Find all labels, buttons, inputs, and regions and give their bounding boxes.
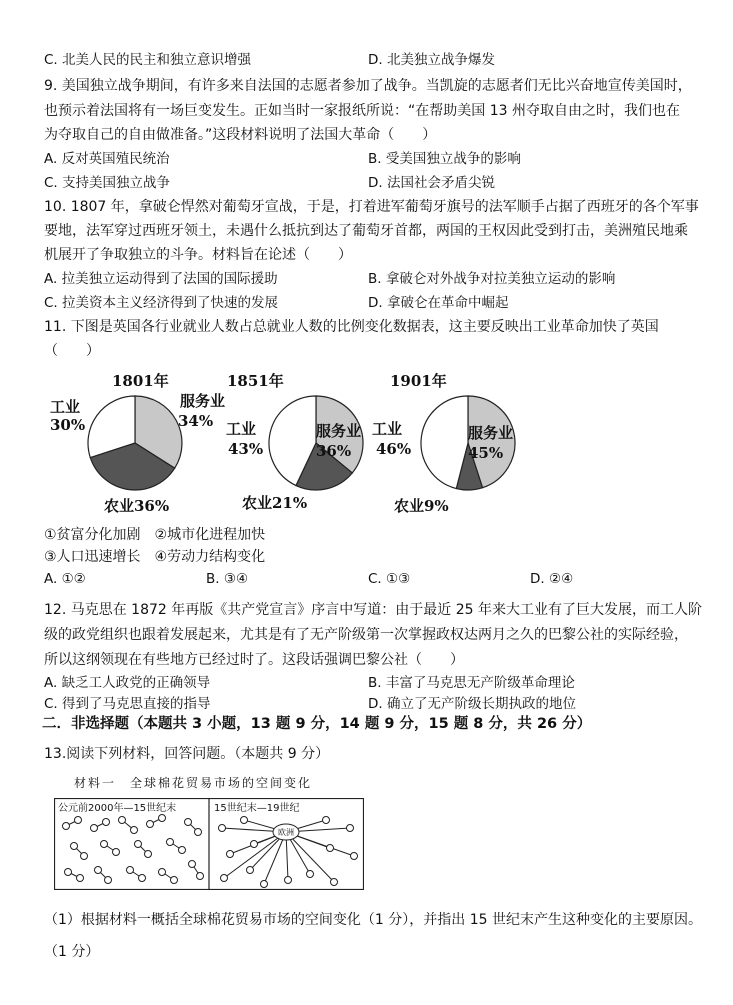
q9-option-c: C. 支持美国独立战争 bbox=[44, 175, 171, 191]
section-2-heading: 二．非选择题（本题共 3 小题，13 题 9 分，14 题 9 分，15 题 8 分，共 26 分） bbox=[42, 716, 592, 732]
pie-1801 bbox=[88, 396, 182, 490]
q13-part1-line2: （1 分） bbox=[44, 944, 100, 960]
q12-option-a: A. 缺乏工人政党的正确领导 bbox=[44, 675, 211, 691]
q12-stem-1: 12. 马克思在 1872 年再版《共产党宣言》序言中写道：由于最近 25 年来大工业有了巨大发展，而工人阶 bbox=[44, 602, 702, 618]
pie-1801-value-industry: 30% bbox=[50, 416, 86, 434]
q12-option-d: D. 确立了无产阶级长期执政的地位 bbox=[368, 696, 576, 712]
q11-stem-2: （ ） bbox=[44, 343, 100, 359]
employment-pie-charts bbox=[50, 368, 530, 518]
q13-stem: 13.阅读下列材料，回答问题。（本题共 9 分） bbox=[44, 746, 330, 762]
pie-1801-value-service: 34% bbox=[178, 412, 214, 430]
pie-1901-label-service: 服务业 bbox=[468, 424, 514, 442]
q11-statements-1: ①贫富分化加剧 ②城市化进程加快 bbox=[44, 527, 266, 543]
pie-1801-label-service: 服务业 bbox=[180, 392, 226, 410]
cotton-market-diagram bbox=[54, 798, 364, 890]
q10-stem-3: 机展开了争取独立的斗争。材料旨在论述（ ） bbox=[44, 247, 352, 263]
q10-stem-2: 要地，法军穿过西班牙领土，未遇什么抵抗到达了葡萄牙首都，两国的王权因此受到打击，美洲殖民地乘 bbox=[44, 223, 688, 239]
pie-1851-label-service: 服务业 bbox=[316, 422, 362, 440]
pie-1901-value-industry: 46% bbox=[376, 440, 412, 458]
q11-option-b: B. ③④ bbox=[206, 571, 249, 587]
pie-1901-label-industry: 工业 bbox=[372, 420, 403, 438]
diagram-right-label: 15世纪末—19世纪 bbox=[214, 803, 300, 814]
q9-stem-3: 为夺取自己的自由做准备。”这段材料说明了法国大革命（ ） bbox=[44, 127, 437, 143]
q11-option-c: C. ①③ bbox=[368, 571, 411, 587]
q9-stem-2: 也预示着法国将有一场巨变发生。正如当时一家报纸所说：“在帮助美国 13 州夺取自由之时，我们也在 bbox=[44, 103, 680, 119]
q12-stem-3: 所以这纲领现在有些地方已经过时了。这段话强调巴黎公社（ ） bbox=[44, 652, 464, 668]
pie-1851-label-industry: 工业 bbox=[226, 420, 257, 438]
q8-option-d: D. 北美独立战争爆发 bbox=[368, 52, 495, 68]
diagram-left-label: 公元前2000年—15世纪末 bbox=[58, 803, 177, 814]
material-1-title: 材料一 全球棉花贸易市场的空间变化 bbox=[74, 776, 313, 790]
q8-option-c: C. 北美人民的民主和独立意识增强 bbox=[44, 52, 252, 68]
diagram-hub-label: 欧洲 bbox=[278, 828, 294, 837]
pie-1801-label-industry: 工业 bbox=[50, 398, 81, 416]
pie-1851-value-service: 36% bbox=[316, 442, 352, 460]
q12-option-c: C. 得到了马克思直接的指导 bbox=[44, 696, 211, 712]
pie-title-1901: 1901年 bbox=[390, 372, 447, 390]
pie-1801-label-agri: 农业36% bbox=[104, 497, 170, 515]
pie-1851-label-agri: 农业21% bbox=[242, 494, 308, 512]
pie-1851-value-industry: 43% bbox=[228, 440, 264, 458]
q10-stem-1: 10. 1807 年，拿破仑悍然对葡萄牙宣战，于是，打着进军葡萄牙旗号的法军顺手占据了西班牙的各个军事 bbox=[44, 199, 699, 215]
pie-1901-label-agri: 农业9% bbox=[394, 497, 449, 515]
q10-option-d: D. 拿破仑在革命中崛起 bbox=[368, 295, 509, 311]
q10-option-a: A. 拉美独立运动得到了法国的国际援助 bbox=[44, 271, 278, 287]
q11-option-d: D. ②④ bbox=[530, 571, 574, 587]
pie-1901 bbox=[421, 396, 515, 490]
pie-title-1801: 1801年 bbox=[112, 372, 169, 390]
q13-part1-line1: （1）根据材料一概括全球棉花贸易市场的空间变化（1 分），并指出 15 世纪末产生这种变化的主要原因。 bbox=[44, 912, 702, 928]
q11-statements-2: ③人口迅速增长 ④劳动力结构变化 bbox=[44, 549, 266, 565]
q11-stem-1: 11. 下图是英国各行业就业人数占总就业人数的比例变化数据表，这主要反映出工业革命加快了英国 bbox=[44, 319, 659, 335]
q10-option-b: B. 拿破仑对外战争对拉美独立运动的影响 bbox=[368, 271, 616, 287]
q10-option-c: C. 拉美资本主义经济得到了快速的发展 bbox=[44, 295, 279, 311]
q9-option-d: D. 法国社会矛盾尖锐 bbox=[368, 175, 495, 191]
q9-option-a: A. 反对英国殖民统治 bbox=[44, 151, 170, 167]
q12-stem-2: 级的政党组织也跟着发展起来，尤其是有了无产阶级第一次掌握政权达两月之久的巴黎公社的实际经验， bbox=[44, 627, 688, 643]
pie-title-1851: 1851年 bbox=[227, 372, 284, 390]
q9-option-b: B. 受美国独立战争的影响 bbox=[368, 151, 521, 167]
pie-1901-value-service: 45% bbox=[468, 444, 504, 462]
q11-option-a: A. ①② bbox=[44, 571, 86, 587]
q9-stem-1: 9. 美国独立战争期间，有许多来自法国的志愿者参加了战争。当凯旋的志愿者们无比兴奋地宣传美国时， bbox=[44, 78, 692, 94]
q12-option-b: B. 丰富了马克思无产阶级革命理论 bbox=[368, 675, 575, 691]
